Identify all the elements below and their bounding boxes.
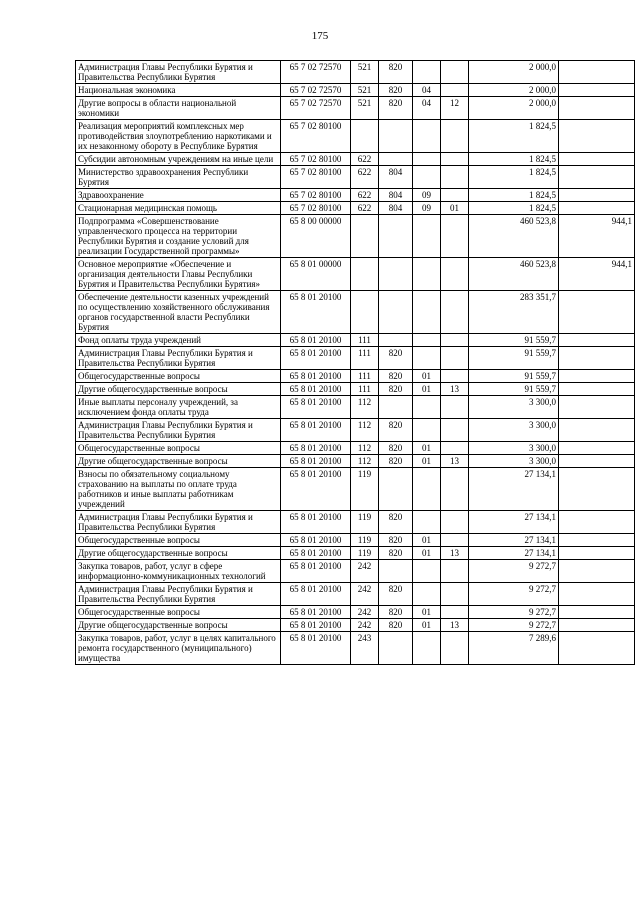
cell-amount: 283 351,7 [469,291,559,334]
cell-amount: 3 300,0 [469,442,559,455]
cell-subsection [441,291,469,334]
table-row [76,153,635,166]
table-row [76,619,635,632]
cell-name: Иные выплаты персоналу учреждений, за исключением фонда оплаты труда [76,396,281,419]
cell-target-article: 65 7 02 80100 [281,166,351,189]
cell-target-article: 65 8 01 20100 [281,560,351,583]
cell-amount-2 [559,97,635,120]
cell-name: Здравоохранение [76,189,281,202]
cell-amount: 9 272,7 [469,560,559,583]
cell-department [379,396,413,419]
cell-section [413,291,441,334]
cell-amount-2 [559,61,635,84]
cell-name: Общегосударственные вопросы [76,534,281,547]
cell-amount: 3 300,0 [469,419,559,442]
cell-name: Фонд оплаты труда учреждений [76,334,281,347]
cell-target-article: 65 8 00 00000 [281,215,351,258]
cell-subsection [441,606,469,619]
cell-subsection [441,334,469,347]
cell-expense-type: 111 [351,383,379,396]
table-row [76,547,635,560]
cell-expense-type: 622 [351,153,379,166]
cell-subsection: 01 [441,202,469,215]
cell-subsection [441,61,469,84]
cell-amount-2 [559,619,635,632]
table-row [76,189,635,202]
table-row [76,97,635,120]
cell-target-article: 65 7 02 80100 [281,153,351,166]
cell-department [379,334,413,347]
cell-amount-2 [559,189,635,202]
table-row [76,347,635,370]
cell-section: 04 [413,84,441,97]
cell-expense-type: 119 [351,547,379,560]
cell-department [379,120,413,153]
cell-department: 820 [379,511,413,534]
cell-expense-type [351,120,379,153]
cell-section [413,61,441,84]
cell-section [413,396,441,419]
cell-amount: 9 272,7 [469,619,559,632]
cell-section [413,166,441,189]
cell-amount-2 [559,632,635,665]
cell-name: Общегосударственные вопросы [76,370,281,383]
cell-expense-type: 119 [351,534,379,547]
cell-section: 01 [413,370,441,383]
cell-target-article: 65 7 02 72570 [281,84,351,97]
cell-amount: 91 559,7 [469,383,559,396]
cell-department [379,632,413,665]
cell-amount-2 [559,442,635,455]
table-row [76,383,635,396]
cell-amount: 27 134,1 [469,468,559,511]
cell-target-article: 65 8 01 20100 [281,547,351,560]
cell-department [379,291,413,334]
cell-amount-2 [559,583,635,606]
cell-subsection: 12 [441,97,469,120]
cell-department: 804 [379,166,413,189]
cell-expense-type: 111 [351,334,379,347]
table-row [76,606,635,619]
cell-target-article: 65 8 01 20100 [281,619,351,632]
cell-expense-type: 242 [351,560,379,583]
cell-amount: 1 824,5 [469,189,559,202]
table-row [76,419,635,442]
cell-subsection [441,120,469,153]
cell-department: 820 [379,455,413,468]
cell-department [379,215,413,258]
cell-amount-2 [559,383,635,396]
cell-expense-type: 119 [351,468,379,511]
cell-expense-type: 242 [351,619,379,632]
cell-name: Национальная экономика [76,84,281,97]
cell-expense-type: 112 [351,455,379,468]
cell-amount: 27 134,1 [469,534,559,547]
cell-target-article: 65 8 01 20100 [281,442,351,455]
cell-section [413,468,441,511]
cell-target-article: 65 7 02 80100 [281,202,351,215]
table-row [76,215,635,258]
cell-amount-2 [559,560,635,583]
cell-expense-type: 111 [351,347,379,370]
cell-subsection: 13 [441,455,469,468]
cell-subsection [441,153,469,166]
cell-amount: 1 824,5 [469,202,559,215]
cell-department: 820 [379,383,413,396]
cell-expense-type: 622 [351,189,379,202]
cell-name: Взносы по обязательному социальному страхованию на выплаты по оплате труда работников и иные выплаты работникам учреждений [76,468,281,511]
cell-amount-2 [559,347,635,370]
cell-target-article: 65 8 01 20100 [281,632,351,665]
table-row [76,202,635,215]
cell-section [413,334,441,347]
cell-section: 01 [413,606,441,619]
cell-amount-2 [559,511,635,534]
cell-expense-type: 521 [351,84,379,97]
cell-name: Субсидии автономным учреждениям на иные цели [76,153,281,166]
cell-amount-2 [559,84,635,97]
cell-name: Администрация Главы Республики Бурятия и Правительства Республики Бурятия [76,511,281,534]
cell-expense-type [351,291,379,334]
cell-amount-2 [559,534,635,547]
cell-subsection [441,258,469,291]
table-row [76,84,635,97]
table-body [76,61,635,665]
table-row [76,291,635,334]
cell-section: 01 [413,534,441,547]
cell-target-article: 65 8 01 20100 [281,511,351,534]
cell-department: 820 [379,347,413,370]
cell-expense-type: 521 [351,97,379,120]
cell-subsection [441,347,469,370]
cell-amount: 1 824,5 [469,120,559,153]
cell-expense-type: 622 [351,166,379,189]
cell-amount: 2 000,0 [469,97,559,120]
cell-target-article: 65 8 01 20100 [281,583,351,606]
cell-amount-2 [559,120,635,153]
cell-subsection [441,419,469,442]
cell-target-article: 65 7 02 72570 [281,97,351,120]
cell-section [413,153,441,166]
cell-name: Администрация Главы Республики Бурятия и Правительства Республики Бурятия [76,583,281,606]
cell-department [379,258,413,291]
cell-subsection [441,468,469,511]
cell-target-article: 65 8 01 20100 [281,419,351,442]
cell-amount-2: 944,1 [559,215,635,258]
cell-amount: 1 824,5 [469,153,559,166]
cell-subsection: 13 [441,619,469,632]
table-row [76,442,635,455]
cell-amount-2 [559,166,635,189]
page-number: 175 [311,30,329,42]
cell-name: Другие общегосударственные вопросы [76,547,281,560]
cell-name: Другие общегосударственные вопросы [76,619,281,632]
cell-amount: 91 559,7 [469,370,559,383]
cell-subsection [441,370,469,383]
table-row [76,534,635,547]
cell-subsection [441,84,469,97]
cell-department: 820 [379,547,413,560]
cell-expense-type: 243 [351,632,379,665]
cell-department: 820 [379,97,413,120]
cell-subsection: 13 [441,547,469,560]
cell-name: Министерство здравоохранения Республики Бурятия [76,166,281,189]
cell-amount-2 [559,547,635,560]
cell-section: 09 [413,202,441,215]
cell-target-article: 65 8 01 20100 [281,347,351,370]
cell-section [413,419,441,442]
cell-expense-type: 622 [351,202,379,215]
cell-amount-2 [559,202,635,215]
cell-subsection [441,166,469,189]
cell-amount-2 [559,419,635,442]
table-row [76,120,635,153]
cell-section: 01 [413,619,441,632]
cell-expense-type [351,258,379,291]
cell-subsection [441,583,469,606]
cell-department: 804 [379,202,413,215]
cell-target-article: 65 8 01 20100 [281,534,351,547]
cell-expense-type: 112 [351,396,379,419]
budget-table [75,60,635,665]
cell-expense-type: 119 [351,511,379,534]
cell-target-article: 65 8 01 20100 [281,383,351,396]
cell-amount-2 [559,606,635,619]
cell-name: Подпрограмма «Совершенствование управленческого процесса на территории Республики Бурятия и создание условий для реализации Государственной программы» [76,215,281,258]
cell-amount: 9 272,7 [469,583,559,606]
cell-amount: 7 289,6 [469,632,559,665]
cell-name: Общегосударственные вопросы [76,606,281,619]
table-row [76,370,635,383]
cell-name: Администрация Главы Республики Бурятия и Правительства Республики Бурятия [76,347,281,370]
cell-target-article: 65 7 02 72570 [281,61,351,84]
cell-subsection [441,442,469,455]
cell-amount: 3 300,0 [469,396,559,419]
table-row [76,455,635,468]
cell-amount-2 [559,396,635,419]
cell-name: Общегосударственные вопросы [76,442,281,455]
cell-department [379,468,413,511]
cell-department: 820 [379,619,413,632]
cell-section [413,511,441,534]
cell-section [413,258,441,291]
cell-department: 820 [379,84,413,97]
cell-section: 04 [413,97,441,120]
cell-name: Другие вопросы в области национальной экономики [76,97,281,120]
table-row [76,511,635,534]
cell-amount: 460 523,8 [469,258,559,291]
cell-section: 01 [413,547,441,560]
cell-section [413,215,441,258]
cell-department [379,560,413,583]
cell-department: 820 [379,419,413,442]
cell-section: 09 [413,189,441,202]
cell-subsection: 13 [441,383,469,396]
cell-amount: 460 523,8 [469,215,559,258]
table-row [76,560,635,583]
cell-section [413,632,441,665]
cell-subsection [441,560,469,583]
cell-name: Реализация мероприятий комплексных мер противодействия злоупотреблению наркотиками и их незаконному обороту в Республике Бурятия [76,120,281,153]
cell-name: Администрация Главы Республики Бурятия и Правительства Республики Бурятия [76,419,281,442]
cell-expense-type: 242 [351,606,379,619]
cell-target-article: 65 8 01 20100 [281,291,351,334]
cell-expense-type: 112 [351,419,379,442]
cell-subsection [441,534,469,547]
cell-subsection [441,511,469,534]
cell-target-article: 65 7 02 80100 [281,189,351,202]
table-row [76,334,635,347]
cell-target-article: 65 8 01 20100 [281,606,351,619]
cell-name: Обеспечение деятельности казенных учреждений по осуществлению хозяйственного обслуживания органов государственной власти Республики Бурятия [76,291,281,334]
cell-amount: 1 824,5 [469,166,559,189]
cell-name: Закупка товаров, работ, услуг в целях капитального ремонта государственного (муниципального) имущества [76,632,281,665]
cell-department: 820 [379,61,413,84]
table-row [76,258,635,291]
cell-section: 01 [413,455,441,468]
cell-amount: 27 134,1 [469,547,559,560]
cell-amount-2 [559,370,635,383]
cell-section: 01 [413,383,441,396]
cell-section: 01 [413,442,441,455]
cell-expense-type: 112 [351,442,379,455]
cell-expense-type [351,215,379,258]
cell-target-article: 65 8 01 20100 [281,468,351,511]
cell-name: Основное мероприятие «Обеспечение и организация деятельности Главы Республики Бурятия и Правительства Республики Бурятия» [76,258,281,291]
cell-expense-type: 111 [351,370,379,383]
cell-amount-2 [559,468,635,511]
cell-amount-2: 944,1 [559,258,635,291]
cell-amount: 27 134,1 [469,511,559,534]
cell-name: Закупка товаров, работ, услуг в сфере информационно-коммуникационных технологий [76,560,281,583]
cell-target-article: 65 8 01 20100 [281,370,351,383]
cell-target-article: 65 8 01 20100 [281,396,351,419]
cell-expense-type: 521 [351,61,379,84]
cell-amount-2 [559,455,635,468]
cell-amount: 91 559,7 [469,347,559,370]
cell-target-article: 65 7 02 80100 [281,120,351,153]
cell-amount: 2 000,0 [469,84,559,97]
cell-subsection [441,396,469,419]
cell-department [379,153,413,166]
table-row [76,632,635,665]
cell-amount-2 [559,153,635,166]
cell-section [413,560,441,583]
cell-name: Другие общегосударственные вопросы [76,383,281,396]
cell-name: Другие общегосударственные вопросы [76,455,281,468]
table-row [76,166,635,189]
cell-amount: 3 300,0 [469,455,559,468]
cell-department: 820 [379,534,413,547]
cell-target-article: 65 8 01 20100 [281,455,351,468]
cell-section [413,347,441,370]
cell-target-article: 65 8 01 00000 [281,258,351,291]
cell-section [413,120,441,153]
cell-department: 820 [379,370,413,383]
cell-name: Стационарная медицинская помощь [76,202,281,215]
cell-subsection [441,215,469,258]
cell-expense-type: 242 [351,583,379,606]
table-row [76,61,635,84]
table-row [76,396,635,419]
cell-subsection [441,632,469,665]
table-row [76,583,635,606]
cell-subsection [441,189,469,202]
cell-amount-2 [559,291,635,334]
cell-department: 820 [379,442,413,455]
cell-department: 820 [379,606,413,619]
cell-name: Администрация Главы Республики Бурятия и Правительства Республики Бурятия [76,61,281,84]
cell-section [413,583,441,606]
cell-department: 804 [379,189,413,202]
cell-department: 820 [379,583,413,606]
cell-target-article: 65 8 01 20100 [281,334,351,347]
table-row [76,468,635,511]
cell-amount: 2 000,0 [469,61,559,84]
cell-amount: 91 559,7 [469,334,559,347]
cell-amount-2 [559,334,635,347]
cell-amount: 9 272,7 [469,606,559,619]
